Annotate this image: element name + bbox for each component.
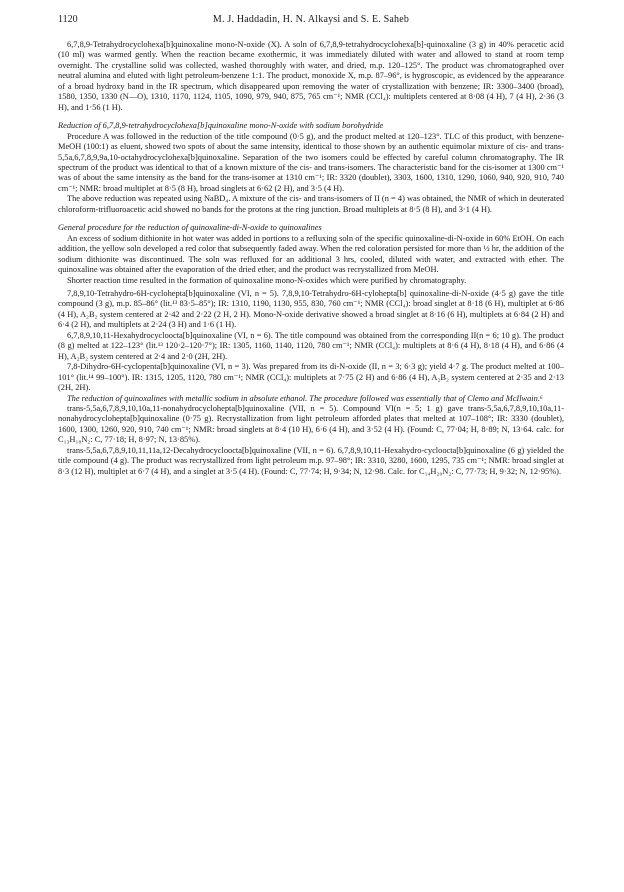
section-heading: General procedure for the reduction of quinoxaline-di-N-oxide to quinoxalines <box>58 223 322 233</box>
paragraph: Shorter reaction time resulted in the formation of quinoxaline mono-N-oxides which were purified by chromatography. <box>67 275 467 285</box>
spacer <box>58 215 564 223</box>
running-title: M. J. Haddadin, H. N. Alkaysi and S. E. Saheb <box>212 14 410 25</box>
paragraph: Procedure A was followed in the reduction of the title compound (0·5 g), and the product melted at 120–123°. TLC of this product, with benzene-MeOH (100:1) as eluent, showed two spots of about the same intensity, identical to those shown by an authentic equimolar mixture of cis- and trans-5,5a,6,7,8,9,9a,10-octahydrocyclohexa[b]quinoxaline. Separation of the two isomers could be effected by careful column chromatography. The IR spectrum of the product was identical to that of a known mixture of the cis- and trans-isomers. The characteristic band for the cis-isomer at 1300 cm⁻¹ was of about the same intensity as the band for the trans-isomer at 1310 cm⁻¹; IR: 3320 (doublet), 3303, 1600, 1310, 1290, 1060, 940, 920, 910, 740 cm⁻¹; NMR: broad multiplet at 8·5 (8 H), broad singlets at 6·62 (2 H), and 3·5 (4 H). <box>58 131 564 193</box>
paragraph: The above reduction was repeated using NaBD₄. A mixture of the cis- and trans-isomers of II (n = 4) was obtained, the NMR of which in deuterated chloroform-trifluoroacetic acid showed no bands for the protons at the ring junction. Broad multiplets at 8·5 (8 H), and 3·1 (4 H). <box>58 194 564 214</box>
page-header <box>58 14 564 28</box>
page-number: 1120 <box>58 14 78 25</box>
spacer <box>58 113 564 121</box>
paragraph: An excess of sodium dithionite in hot water was added in portions to a refluxing soln of the specific quinoxaline-di-N-oxide in 60% EtOH. On each addition, the yellow soln developed a red color that subsequently faded away. When the red coloration persisted for more than ½ hr, the addition of the sodium dithionite was discontinued. The soln was refluxed for an additional 3 hrs, cooled, diluted with water, and extracted with ether. The quinoxaline was obtained after the evaporation of the dried ether, and the product was recrystallized from MeOH. <box>58 233 564 275</box>
paragraph: 7,8,9,10-Tetrahydro-6H-cycloheptа[b]quinoxaline (VI, n = 5). 7,8,9,10-Tetrahydro-6H-cylohepta[b] quinoxaline-di-N-oxide (4·5 g) gave the title compound (3 g), m.p. 85–86° (lit.¹³ 83·5–85°); IR: 1310, 1190, 1130, 955, 830, 760 cm⁻¹; NMR (CCl₄): broad singlet at 8·18 (6 H), multiplet at 6·86 (4 H), A₂B₂ system centered at 2·42 and 2·22 (2 H, 2 H). Mono-N-oxide derivative showed a broad singlet at 8·16 (6 H), multiplets at 6·84 (2 H) and 6·4 (2 H), and multiplets at 2·24 (3 H) and 1·6 (1 H). <box>58 288 564 330</box>
paragraph: trans-5,5a,6,7,8,9,10,10a,11-nonahydrocyclohepta[b]quinoxaline (VII, n = 5). Compound VI(n = 5; 1 g) gave trans-5,5a,6,7,8,9,10,10a,11-nonahydrocyclohepta[b]quinoxaline (0·75 g). Recrystallization from light petroleum afforded plates that melted at 107–108°; IR: 3330 (doublet), 1600, 1300, 1260, 920, 910, 740 cm⁻¹; NMR: broad singlets at 8·4 (10 H), 6·6 (4 H), and 3·52 (4 H). (Found: C, 77·04; H, 8·89; N, 13·64. calc. for C₁₃H₁₈N₂: C, 77·18; H, 8·97; N, 13·85%). <box>58 403 564 445</box>
section-heading: Reduction of 6,7,8,9-tetrahydrocyclohexa[b]quinoxaline mono-N-oxide with sodium borohydride <box>58 121 384 131</box>
article-body <box>58 40 564 477</box>
paragraph: 6,7,8,9,10,11-Hexahydrocycloocta[b]quinoxaline (VI, n = 6). The title compound was obtained from the corresponding II(n = 6; 10 g). The product (8 g) melted at 122–123° (lit.¹³ 120·2–120·7°); IR: 1305, 1160, 1140, 1120, 780 cm⁻¹; NMR (CCl₄): multiplets at 8·6 (4 H), 8·18 (4 H), and 6·86 (4 H), A₂B₂ system centered at 2·4 and 2·0 (2H, 2H). <box>58 330 564 361</box>
paragraph: 6,7,8,9-Tetrahydrocyclohexa[b]quinoxaline mono-N-oxide (X). A soln of 6,7,8,9-tetrahydrocyclohexa[b]-quinoxaline (3 g) in 40% peracetic acid (10 ml) was warmed gently. When the reaction became exothermic, it was immediately diluted with water and allowed to stand at room temp overnight. The crystalline solid was collected, washed thoroughly with water, and dried, m.p. 120–125°. The product was chromatographed over neutral alumina and eluted with light petroleum-benzene 1:1. The product, monoxide X, m.p. 87–96°, is hygroscopic, as evidenced by the appearance of a broad hydroxy band in the IR spectrum, which disappeared upon removing the water of crystallization with benzene; IR: 3300–3400 (broad), 1580, 1350, 1330 (N—O), 1310, 1170, 1124, 1105, 1090, 979, 940, 875, 765 cm⁻¹; NMR (CCl₄): multiplets centered at 8·08 (4 H), 7 (4 H), 2·36 (3 H), and 1·56 (1 H). <box>58 40 564 112</box>
paragraph: trans-5,5a,6,7,8,9,10,11,11a,12-Decahydrocycloocta[b]quinoxaline (VII, n = 6). 6,7,8,9,10,11-Hexahydro-cycloocta[b]quinoxaline (6 g) yielded the title compound (4 g). The product was recrystallized from light petroleum m.p. 97–98°; IR: 3310, 3280, 1600, 1295, 735 cm⁻¹; NMR: broad singlet at 8·3 (12 H), multiplet at 6·7 (4 H), and a singlet at 3·5 (4 H). (Found: C, 77·74; H, 9·34; N, 12·98. Calc. for C₁₄H₂₀N₂: C, 77·73; H, 9·32; N, 12·95%). <box>58 445 564 476</box>
paragraph: 7,8-Dihydro-6H-cyclopenta[b]quinoxaline (VI, n = 3). Was prepared from its di-N-oxide (II, n = 3; 6·3 g); yield 4·7 g. The product melted at 100–101° (lit.¹⁴ 99–100°). IR: 1315, 1205, 1120, 780 cm⁻¹; NMR (CCl₄): multiplets at 7·75 (2 H) and 6·86 (4 H), A₂B₂ system centered at 2·35 and 2·13 (2H, 2H). <box>58 362 564 393</box>
paragraph: The reduction of quinoxalines with metallic sodium in absolute ethanol. The procedure followed was essentially that of Clemo and McIlwain.⁶ <box>67 393 543 403</box>
